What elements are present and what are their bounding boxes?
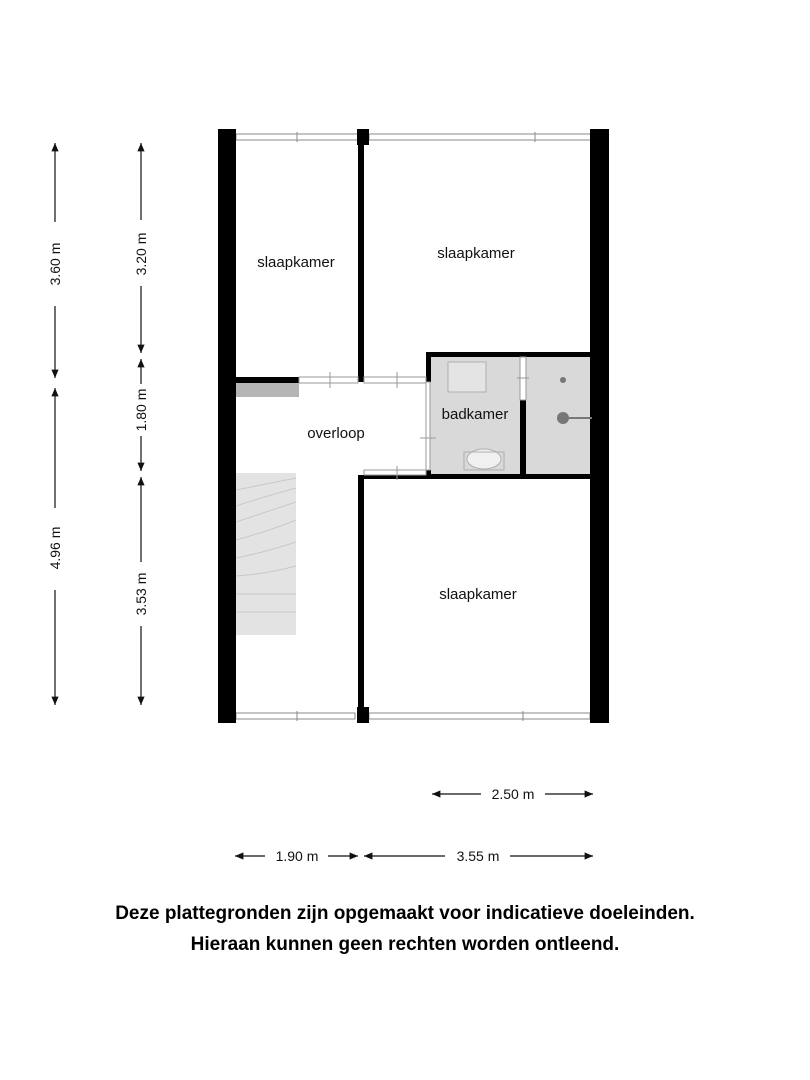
dimension-label-outer-bottom: 4.96 m [47, 526, 63, 570]
dimension-label-inner-middle: 1.80 m [133, 388, 149, 432]
room-label-bedroom-bottom: slaapkamer [439, 586, 517, 603]
room-label-bathroom: badkamer [441, 406, 509, 423]
staircase [236, 473, 296, 635]
room-label-bedroom-top-left: slaapkamer [257, 254, 335, 271]
shower-head [557, 412, 569, 424]
shower-drain [560, 377, 566, 383]
disclaimer-line2: Hieraan kunnen geen rechten worden ontleend. [190, 934, 620, 955]
disclaimer [0, 898, 810, 960]
dimension-label-outer-top: 3.60 m [47, 242, 63, 286]
dimension-label-bottom-row1: 2.50 m [491, 786, 535, 802]
landing-cabinet [236, 383, 299, 397]
dimension-label-inner-bottom: 3.53 m [133, 572, 149, 616]
dimension-label-bottom-row2-left: 1.90 m [275, 848, 319, 864]
dimension-label-inner-top: 3.20 m [133, 232, 149, 276]
room-label-bedroom-top-right: slaapkamer [437, 245, 515, 262]
sink [448, 362, 486, 392]
dimension-label-bottom-row2-right: 3.55 m [456, 848, 500, 864]
room-label-landing: overloop [307, 425, 365, 442]
disclaimer-line1: Deze plattegronden zijn opgemaakt voor indicatieve doeleinden. [115, 903, 695, 924]
